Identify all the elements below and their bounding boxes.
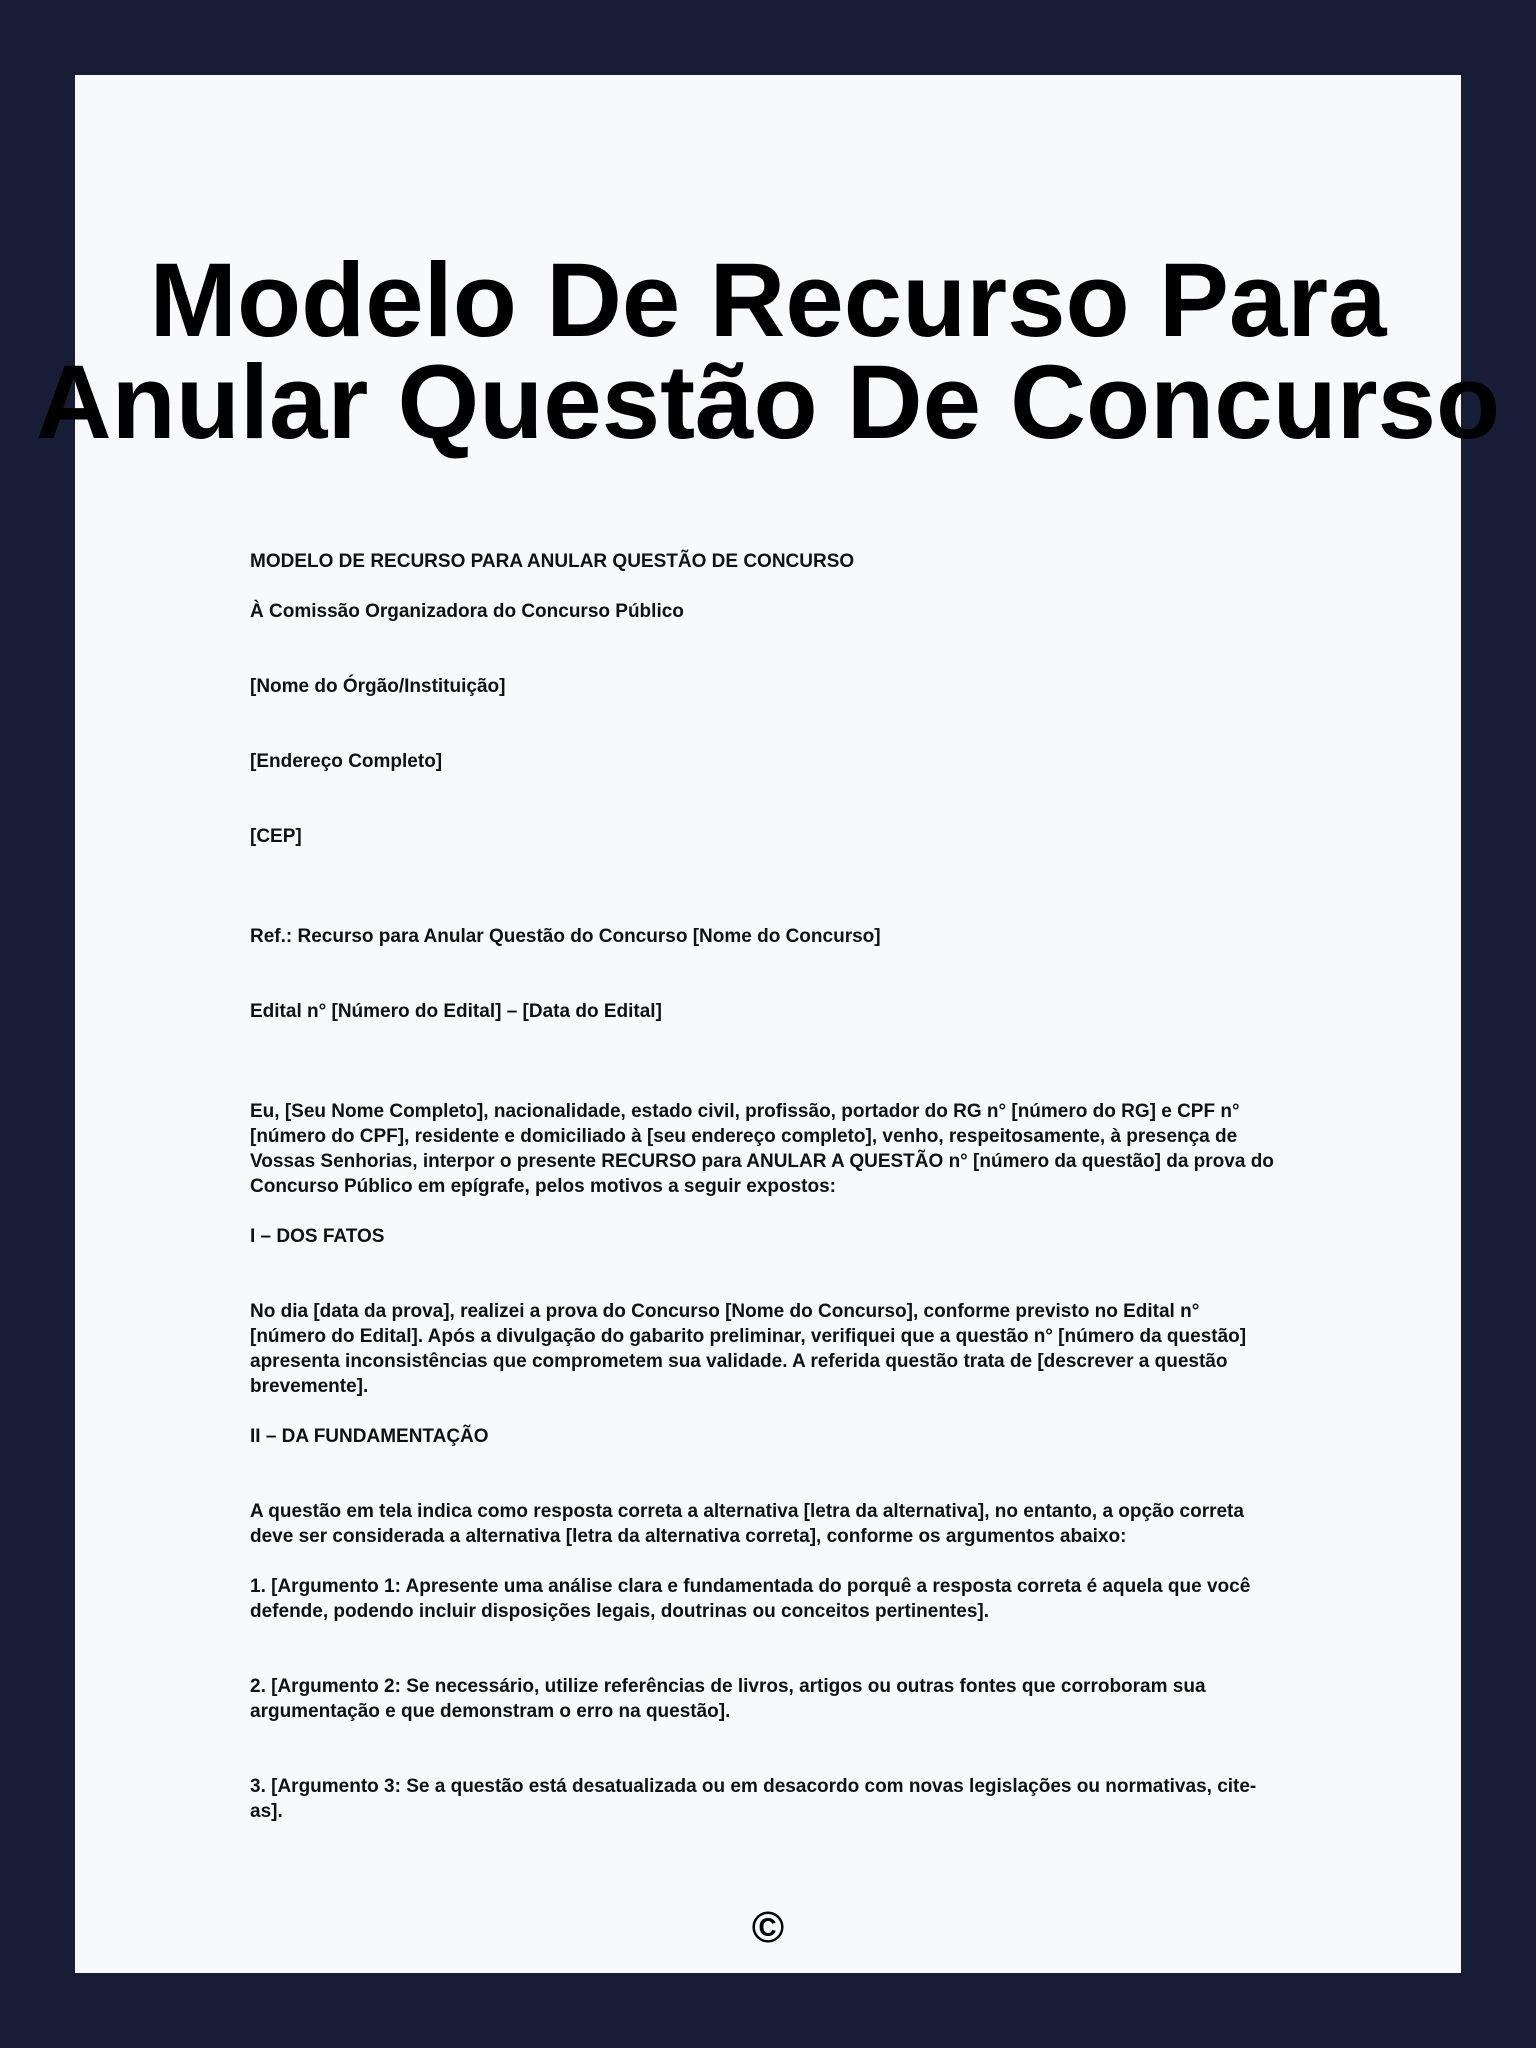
section-facts-title: I – DOS FATOS (250, 1226, 385, 1247)
section-facts-text: No dia [data da prova], realizei a prova do Concurso [Nome do Concurso], conforme previsto no Edital n° [número do Edital]. Após a divulgação do gabarito preliminar, verifiquei que a questão n° [número da questão] apresenta inconsistências que comprometem sua validade. A referida questão trata de [descrever a questão brevemente]. (250, 1301, 1247, 1397)
organ-name: [Nome do Órgão/Instituição] (250, 676, 506, 697)
edital-line: Edital n° [Número do Edital] – [Data do Edital] (250, 1001, 662, 1022)
argument-2: 2. [Argumento 2: Se necessário, utilize referências de livros, artigos ou outras fontes que corroboram sua argumentação e que demonstram o erro na questão]. (250, 1676, 1206, 1722)
intro-paragraph: Eu, [Seu Nome Completo], nacionalidade, estado civil, profissão, portador do RG n° [número do RG] e CPF n° [número do CPF], residente e domiciliado à [seu endereço completo], venho, respeitosamente, à presença de Vossas Senhorias, interpor o presente RECURSO para ANULAR A QUESTÃO n° [número da questão] da prova do Concurso Público em epígrafe, pelos motivos a seguir expostos: (250, 1101, 1274, 1197)
argument-3: 3. [Argumento 3: Se a questão está desatualizada ou em desacordo com novas legislações ou normativas, cite-as]. (250, 1776, 1257, 1822)
addressee: À Comissão Organizadora do Concurso Público (250, 601, 684, 622)
doc-heading: MODELO DE RECURSO PARA ANULAR QUESTÃO DE CONCURSO (250, 551, 855, 572)
section-grounds-title: II – DA FUNDAMENTAÇÃO (250, 1426, 489, 1447)
cep-field: [CEP] (250, 826, 302, 847)
reference-line: Ref.: Recurso para Anular Questão do Concurso [Nome do Concurso] (250, 926, 881, 947)
page-title (0, 242, 1536, 461)
section-grounds-text: A questão em tela indica como resposta correta a alternativa [letra da alternativa], no entanto, a opção correta deve ser considerada a alternativa [letra da alternativa correta], conforme os argumentos abaixo: (250, 1501, 1244, 1547)
argument-1: 1. [Argumento 1: Apresente uma análise clara e fundamentada do porquê a resposta correta é aquela que você defende, podendo incluir disposições legais, doutrinas ou conceitos pertinentes]. (250, 1576, 1251, 1622)
title-line-1: Modelo De Recurso Para (149, 242, 1387, 359)
copyright-icon: © (751, 1903, 785, 1952)
title-line-2: Anular Questão De Concurso (35, 344, 1501, 461)
address-field: [Endereço Completo] (250, 751, 443, 772)
document-body (250, 549, 1280, 1824)
